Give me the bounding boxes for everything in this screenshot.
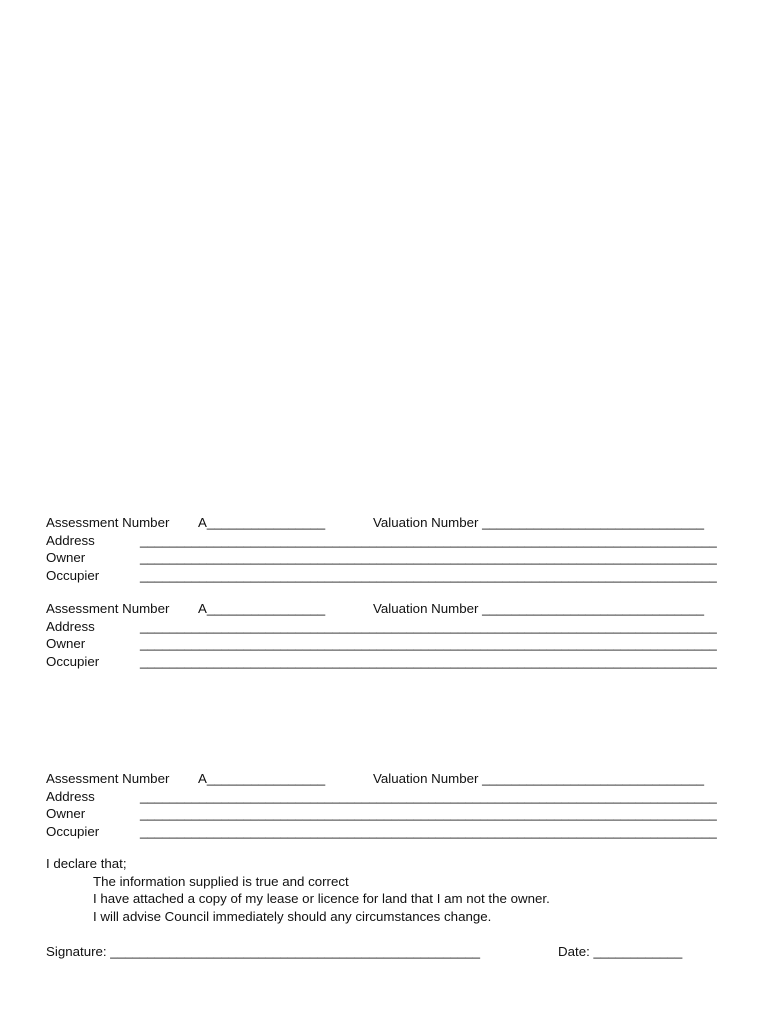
assessment-row [46, 514, 726, 532]
assessment-number-label: Assessment Number [46, 771, 170, 786]
address-row [46, 618, 726, 636]
address-label: Address [46, 618, 95, 634]
owner-field[interactable]: ______________________________________________________________________________ [140, 636, 717, 652]
owner-row [46, 635, 726, 653]
declaration-item [46, 908, 726, 926]
address-row [46, 788, 726, 806]
occupier-row [46, 653, 726, 671]
declaration-item [46, 873, 726, 891]
owner-row [46, 549, 726, 567]
owner-row [46, 805, 726, 823]
assessment-number-label: Assessment Number [46, 601, 170, 616]
assessment-number-field[interactable]: A________________ [198, 601, 326, 616]
declaration-heading: I declare that; [46, 856, 127, 871]
property-block-1 [46, 514, 726, 584]
signature-row [46, 943, 726, 961]
owner-label: Owner [46, 806, 86, 822]
address-field[interactable]: ______________________________________________________________________________ [140, 532, 717, 548]
occupier-field[interactable]: ______________________________________________________________________________ [140, 653, 717, 669]
occupier-row [46, 823, 726, 841]
declaration-item-text: I have attached a copy of my lease or licence for land that I am not the owner. [93, 891, 550, 907]
assessment-number-field[interactable]: A________________ [198, 515, 326, 530]
owner-field[interactable]: ______________________________________________________________________________ [140, 806, 717, 822]
owner-label: Owner [46, 550, 86, 566]
assessment-number-field[interactable]: A________________ [198, 771, 326, 786]
occupier-field[interactable]: ______________________________________________________________________________ [140, 823, 717, 839]
owner-field[interactable]: ______________________________________________________________________________ [140, 550, 717, 566]
assessment-number-label: Assessment Number [46, 515, 170, 530]
occupier-label: Occupier [46, 823, 100, 839]
occupier-label: Occupier [46, 653, 100, 669]
occupier-field[interactable]: ______________________________________________________________________________ [140, 567, 717, 583]
declaration-item-text: The information supplied is true and correct [93, 873, 349, 889]
property-block-3 [46, 770, 726, 840]
valuation-number-field[interactable]: Valuation Number ______________________________ [373, 515, 704, 530]
declaration [46, 855, 726, 925]
valuation-number-field[interactable]: Valuation Number ______________________________ [373, 771, 704, 786]
address-label: Address [46, 532, 95, 548]
property-block-2 [46, 600, 726, 670]
owner-label: Owner [46, 636, 86, 652]
address-label: Address [46, 788, 95, 804]
assessment-row [46, 600, 726, 618]
occupier-row [46, 567, 726, 585]
declaration-item [46, 890, 726, 908]
address-field[interactable]: ______________________________________________________________________________ [140, 618, 717, 634]
signature-field[interactable]: Signature: __________________________________________________ [46, 944, 481, 959]
occupier-label: Occupier [46, 567, 100, 583]
address-row [46, 532, 726, 550]
valuation-number-field[interactable]: Valuation Number ______________________________ [373, 601, 704, 616]
declaration-item-text: I will advise Council immediately should any circumstances change. [93, 908, 492, 924]
date-field[interactable]: Date: ____________ [558, 944, 683, 959]
address-field[interactable]: ______________________________________________________________________________ [140, 788, 717, 804]
assessment-row [46, 770, 726, 788]
